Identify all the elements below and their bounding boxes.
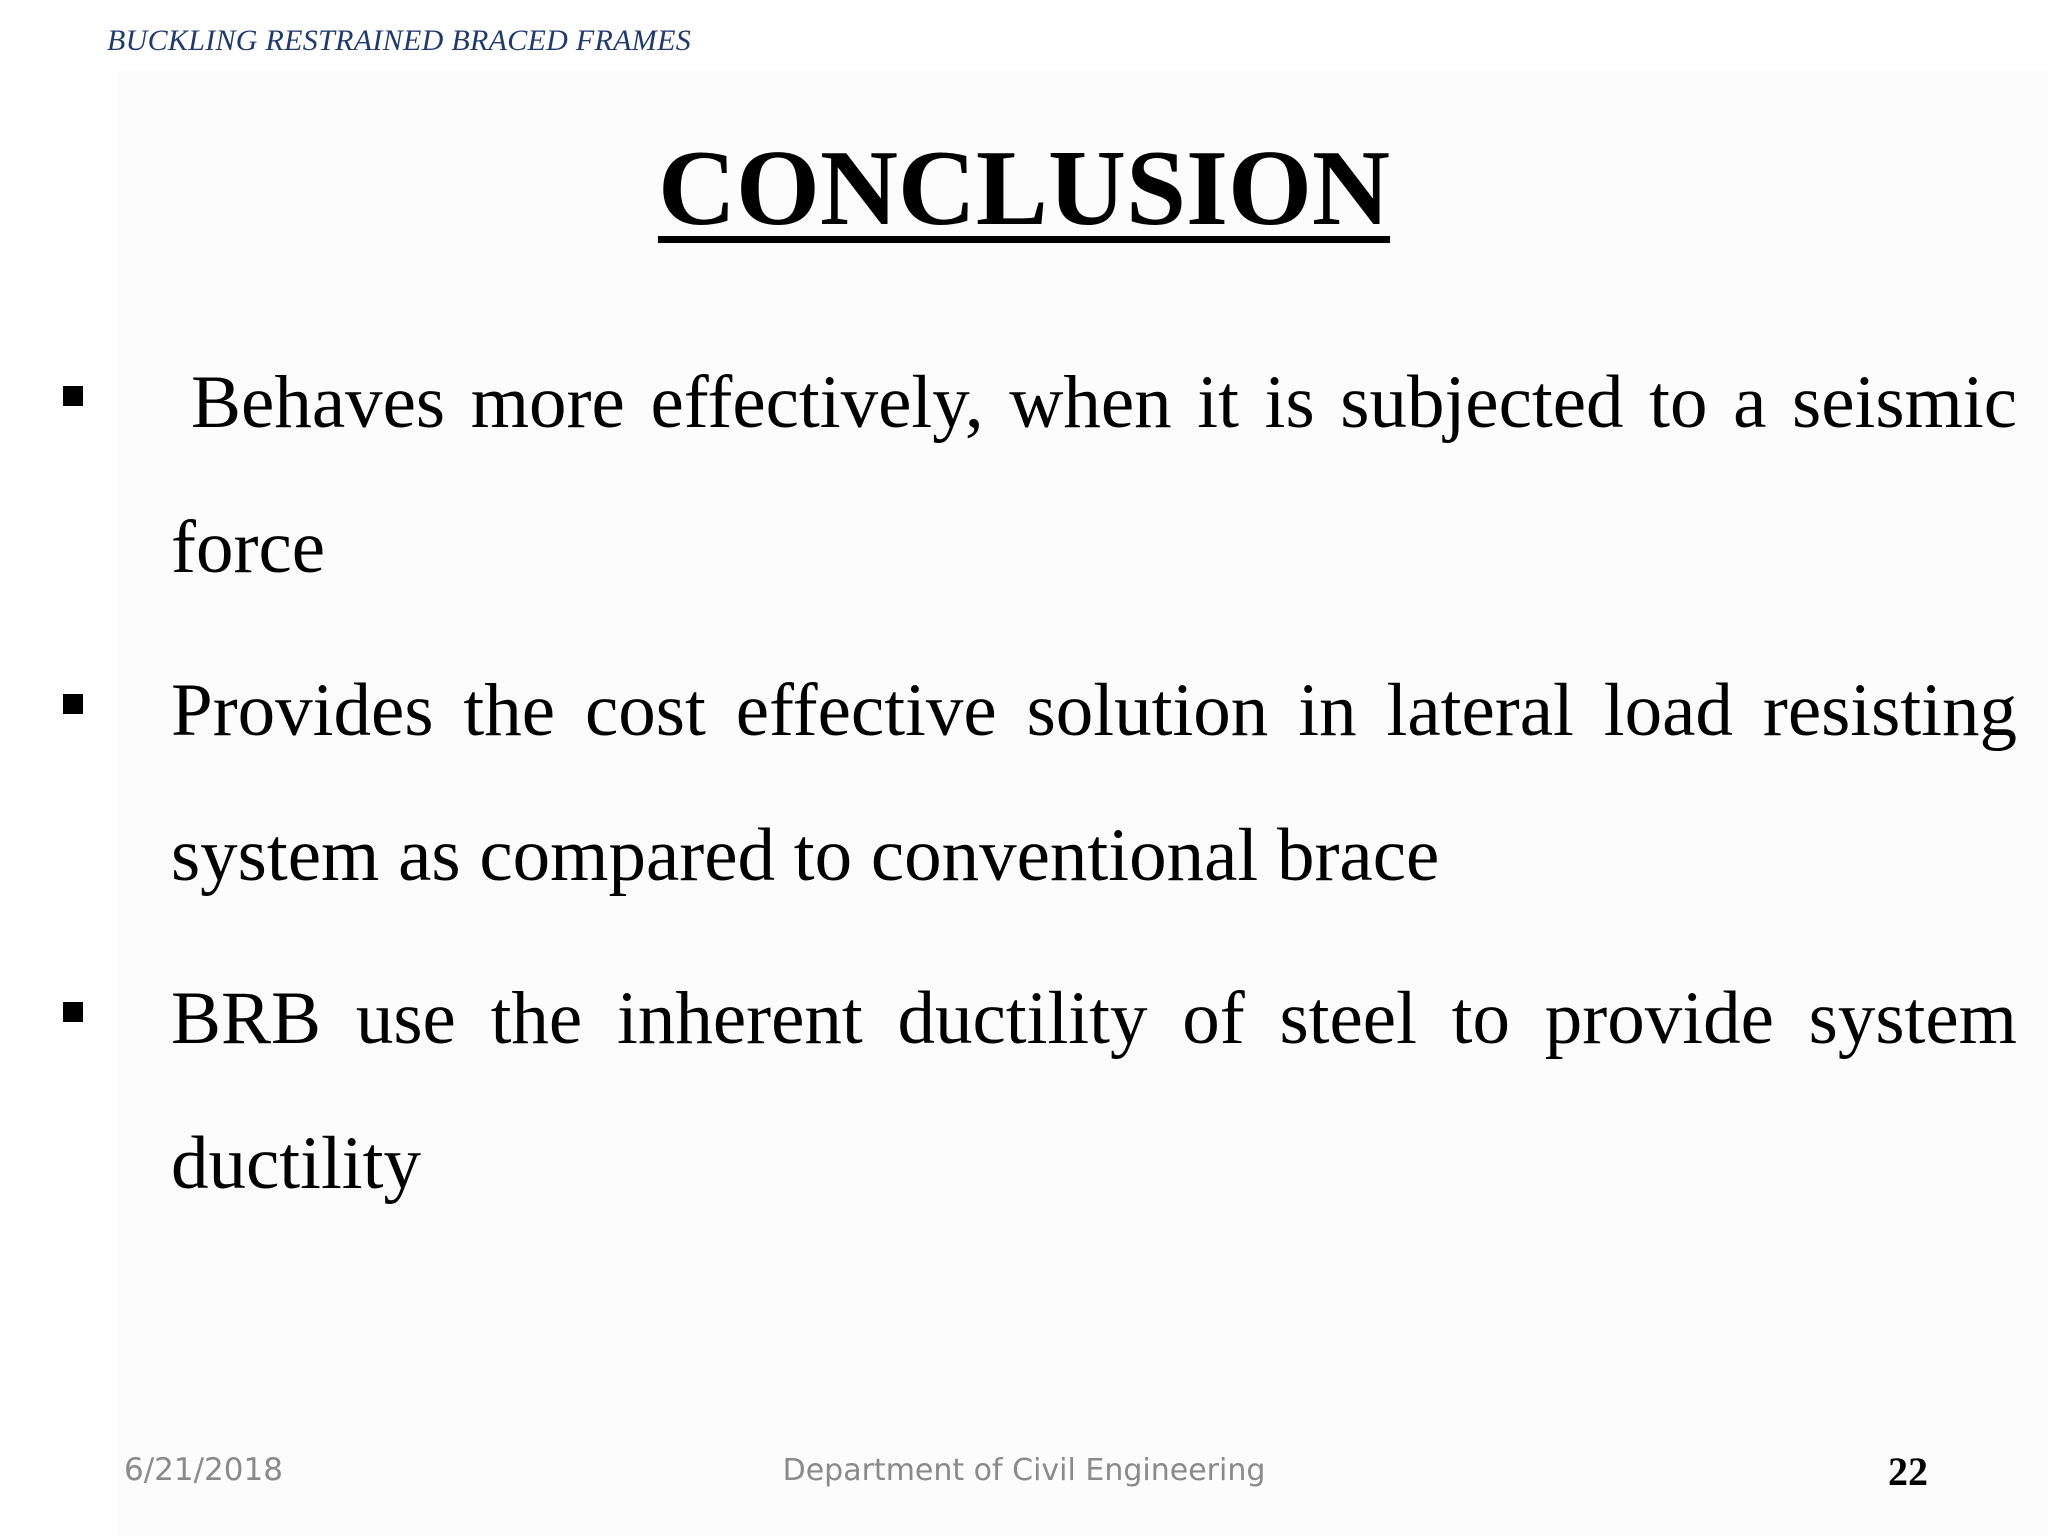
running-header: BUCKLING RESTRAINED BRACED FRAMES [107, 24, 692, 57]
slide-title-text: CONCLUSION [657, 129, 1391, 248]
page-number: 22 [1888, 1449, 1928, 1494]
bullet-item-2: Provides the cost effective solution in lateral load resisting system as compared to conventional brace [171, 669, 2017, 897]
footer-department: Department of Civil Engineering [782, 1453, 1266, 1488]
bullet-item-1: Behaves more effectively, when it is subjected to a seismic force [171, 361, 2017, 589]
square-bullet-icon [63, 694, 83, 714]
square-bullet-icon [63, 386, 83, 406]
bullet-item-3: BRB use the inherent ductility of steel to provide system ductility [171, 977, 2017, 1205]
footer-date: 6/21/2018 [124, 1452, 283, 1488]
square-bullet-icon [63, 1002, 83, 1022]
